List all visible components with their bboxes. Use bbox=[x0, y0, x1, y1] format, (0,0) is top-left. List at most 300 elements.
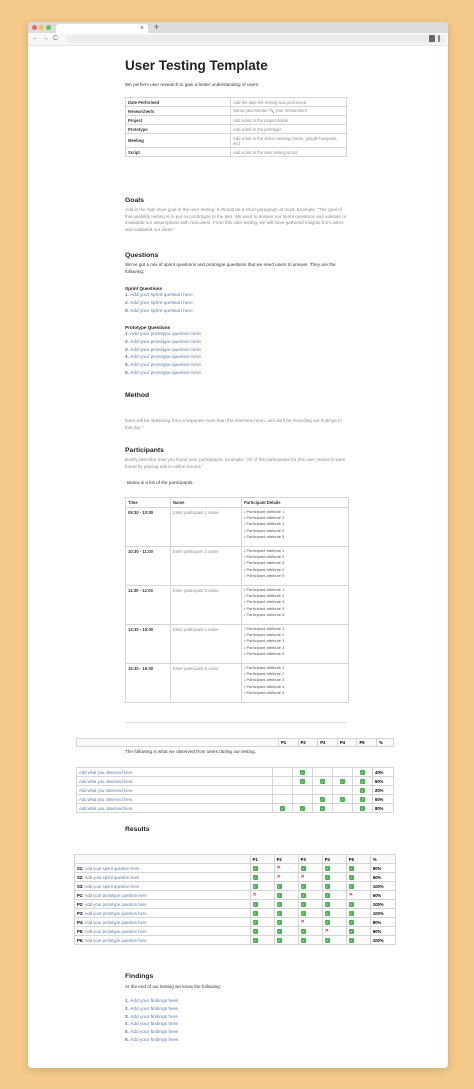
observation-cell[interactable] bbox=[353, 768, 373, 777]
participant-time: 10:30 - 11:00 bbox=[126, 547, 171, 586]
participant-time: 14:30 - 15:00 bbox=[126, 625, 171, 664]
observation-cell[interactable] bbox=[313, 786, 333, 795]
cross-icon: ✕ bbox=[276, 874, 281, 880]
list-text: Add your findings here. bbox=[130, 1037, 180, 1043]
finding-item[interactable] bbox=[125, 998, 179, 1006]
observation-cell[interactable] bbox=[293, 786, 313, 795]
result-cell[interactable] bbox=[274, 936, 298, 945]
meta-value[interactable]: Name (and shorter 🔍 your researchers bbox=[231, 107, 347, 116]
attribute-item: • Participant attribute 3 bbox=[244, 677, 285, 683]
check-icon: ✓ bbox=[301, 928, 305, 934]
observations-header-row bbox=[77, 739, 394, 747]
meta-value[interactable]: Add a link to the prototype bbox=[231, 125, 347, 134]
result-cell[interactable] bbox=[250, 891, 274, 900]
participant-row bbox=[126, 508, 349, 547]
list-text: Add your findings here. bbox=[130, 1030, 180, 1036]
observation-cell[interactable] bbox=[273, 795, 293, 804]
check-icon: ✓ bbox=[277, 901, 281, 907]
attribute-list bbox=[244, 587, 346, 618]
list-number: 4. bbox=[125, 355, 131, 361]
check-icon: ✓ bbox=[300, 778, 305, 784]
observation-row bbox=[77, 804, 394, 813]
result-id: P5: bbox=[77, 928, 85, 934]
attribute-item: • Participant attribute 2 bbox=[244, 632, 285, 638]
result-cell[interactable] bbox=[250, 918, 274, 927]
check-icon: ✓ bbox=[301, 901, 305, 907]
result-cell[interactable] bbox=[346, 900, 370, 909]
check-icon: ✓ bbox=[349, 910, 353, 916]
address-bar bbox=[28, 33, 448, 46]
observation-row bbox=[77, 768, 394, 777]
list-text: Add your prototype question here bbox=[130, 332, 202, 337]
attribute-item: • Participant attribute 3 bbox=[244, 638, 285, 644]
observation-cell[interactable] bbox=[333, 786, 353, 795]
result-percent: 60% bbox=[370, 891, 395, 900]
prototype-question-item[interactable] bbox=[125, 370, 201, 378]
result-cell[interactable] bbox=[322, 882, 346, 891]
participant-details bbox=[242, 586, 349, 625]
finding-item[interactable] bbox=[125, 1021, 179, 1029]
attribute-item: • Participant attribute 5 bbox=[244, 533, 285, 539]
result-percent: 80% bbox=[370, 918, 395, 927]
back-icon[interactable]: ← bbox=[32, 35, 39, 42]
column-header: % bbox=[377, 739, 394, 747]
list-number: 2. bbox=[125, 300, 131, 306]
result-text: Add your prototype question here bbox=[84, 910, 147, 916]
result-row bbox=[75, 864, 396, 873]
check-icon: ✓ bbox=[300, 769, 305, 775]
meta-value[interactable]: Add a link to the project folder bbox=[231, 116, 347, 125]
column-header: P3 bbox=[318, 739, 338, 747]
findings-list bbox=[125, 998, 179, 1045]
result-cell[interactable] bbox=[250, 927, 274, 936]
attribute-item: • Participant attribute 2 bbox=[244, 593, 285, 599]
tab-bar bbox=[28, 22, 448, 33]
prototype-question-item[interactable] bbox=[125, 339, 201, 347]
meta-row bbox=[126, 125, 347, 134]
result-cell[interactable] bbox=[274, 918, 298, 927]
maximize-window-button[interactable] bbox=[46, 25, 51, 30]
meta-value[interactable]: Add a link to the user testing script bbox=[231, 148, 347, 157]
check-icon: ✓ bbox=[325, 919, 329, 925]
prototype-questions-heading: Prototype Questions bbox=[125, 325, 171, 330]
result-label[interactable] bbox=[75, 864, 251, 873]
participant-name[interactable]: Enter participant 4 name bbox=[171, 625, 242, 664]
result-row bbox=[75, 918, 396, 927]
list-text: Add your prototype question here bbox=[130, 355, 202, 361]
result-cell[interactable] bbox=[274, 909, 298, 918]
result-row bbox=[75, 891, 396, 900]
list-number: 1. bbox=[125, 332, 131, 337]
check-icon: ✓ bbox=[253, 937, 257, 943]
check-icon: ✓ bbox=[360, 796, 365, 802]
results-header-row bbox=[75, 855, 396, 864]
questions-text: We've got a mix of sprint questions and prototype questions that we need users to answer. They are the following: bbox=[125, 262, 336, 274]
result-text: Add your prototype question here bbox=[84, 892, 147, 898]
findings-heading: Findings bbox=[125, 973, 154, 980]
column-header: P1 bbox=[250, 855, 274, 864]
observation-cell[interactable] bbox=[313, 795, 333, 804]
meta-key: Researcher/s bbox=[126, 107, 231, 116]
check-icon: ✓ bbox=[325, 883, 329, 889]
participants-header-row bbox=[126, 498, 349, 508]
attribute-list bbox=[244, 548, 346, 579]
attribute-item: • Participant attribute 3 bbox=[244, 599, 285, 605]
list-text: Add your prototype question here bbox=[130, 363, 202, 369]
result-percent: 80% bbox=[370, 864, 395, 873]
result-cell[interactable] bbox=[274, 891, 298, 900]
observation-percent: 80% bbox=[373, 804, 394, 813]
observation-percent: 80% bbox=[373, 777, 394, 786]
result-label[interactable] bbox=[75, 900, 251, 909]
column-header: P2 bbox=[298, 739, 318, 747]
close-tab-icon[interactable]: × bbox=[139, 25, 144, 32]
result-id: P4: bbox=[77, 919, 85, 925]
result-cell[interactable] bbox=[322, 918, 346, 927]
result-label[interactable] bbox=[75, 918, 251, 927]
participant-row bbox=[126, 586, 349, 625]
list-number: 1. bbox=[125, 293, 131, 298]
result-cell[interactable] bbox=[322, 936, 346, 945]
observation-cell[interactable] bbox=[353, 777, 373, 786]
results-heading: Results bbox=[125, 826, 150, 833]
observation-cell[interactable] bbox=[293, 777, 313, 786]
browser-tab[interactable] bbox=[56, 24, 148, 33]
result-id: S1: bbox=[77, 865, 85, 871]
result-id: P1: bbox=[77, 892, 85, 898]
check-icon: ✓ bbox=[253, 910, 257, 916]
result-cell[interactable] bbox=[298, 873, 322, 882]
observation-label[interactable]: Add what you observed here. bbox=[77, 768, 273, 777]
observation-cell[interactable] bbox=[293, 768, 313, 777]
result-label[interactable] bbox=[75, 936, 251, 945]
check-icon: ✓ bbox=[360, 769, 365, 775]
method-heading: Method bbox=[125, 392, 150, 399]
result-cell[interactable] bbox=[274, 900, 298, 909]
column-header: % bbox=[370, 855, 395, 864]
participant-details bbox=[242, 625, 349, 664]
check-icon: ✓ bbox=[325, 874, 329, 880]
list-number: 2. bbox=[125, 1006, 131, 1012]
check-icon: ✓ bbox=[325, 901, 329, 907]
finding-item[interactable] bbox=[125, 1014, 179, 1022]
list-text: Add your sprint question here bbox=[130, 308, 193, 314]
check-icon: ✓ bbox=[320, 805, 325, 811]
column-header: Name bbox=[171, 498, 242, 508]
result-label[interactable] bbox=[75, 927, 251, 936]
result-cell[interactable] bbox=[250, 936, 274, 945]
observation-cell[interactable] bbox=[313, 768, 333, 777]
observation-percent: 20% bbox=[373, 786, 394, 795]
result-cell[interactable] bbox=[346, 864, 370, 873]
attribute-item: • Participant attribute 4 bbox=[244, 644, 285, 650]
result-cell[interactable] bbox=[298, 891, 322, 900]
participant-name[interactable]: Enter participant 5 name bbox=[171, 664, 242, 703]
prototype-question-item[interactable] bbox=[125, 331, 201, 339]
reload-icon[interactable]: C bbox=[53, 35, 59, 42]
check-icon: ✓ bbox=[253, 865, 257, 871]
prototype-question-item[interactable] bbox=[125, 354, 201, 362]
list-text: Add your findings here. bbox=[130, 1022, 180, 1028]
column-header: Time bbox=[126, 498, 171, 508]
list-number: 1. bbox=[125, 999, 131, 1004]
attribute-item: • Participant attribute 2 bbox=[244, 554, 285, 560]
participant-time: 15:30 - 16:00 bbox=[126, 664, 171, 703]
observation-cell[interactable] bbox=[273, 768, 293, 777]
check-icon: ✓ bbox=[349, 874, 353, 880]
findings-text: At the end of our testing we know the following: bbox=[125, 984, 222, 989]
cross-icon: ✕ bbox=[300, 874, 305, 880]
observation-label[interactable]: Add what you observed here. bbox=[77, 804, 273, 813]
list-number: 3. bbox=[125, 347, 131, 353]
column-header: Participant Details bbox=[242, 498, 349, 508]
check-icon: ✓ bbox=[253, 901, 257, 907]
column-header: P3 bbox=[298, 855, 322, 864]
extension-icon[interactable] bbox=[429, 35, 435, 42]
check-icon: ✓ bbox=[277, 937, 281, 943]
result-text: Add your prototype question here bbox=[84, 919, 147, 925]
observation-cell[interactable] bbox=[353, 786, 373, 795]
result-cell[interactable] bbox=[298, 936, 322, 945]
list-number: 3. bbox=[125, 1014, 131, 1020]
result-cell[interactable] bbox=[298, 918, 322, 927]
check-icon: ✓ bbox=[277, 928, 281, 934]
result-cell[interactable] bbox=[346, 873, 370, 882]
participants-heading: Participants bbox=[125, 447, 164, 454]
participant-name[interactable]: Enter participant 3 name bbox=[171, 586, 242, 625]
result-row bbox=[75, 873, 396, 882]
result-cell[interactable] bbox=[322, 909, 346, 918]
list-number: 3. bbox=[125, 308, 131, 314]
method-text: team will be observing from a separate room than the interview room, and we'll be recording our findings in this doc." bbox=[125, 418, 342, 430]
list-text: Add your findings here. bbox=[130, 999, 180, 1004]
check-icon: ✓ bbox=[320, 796, 325, 802]
participant-row bbox=[126, 625, 349, 664]
new-tab-button[interactable]: + bbox=[154, 22, 160, 32]
observation-row bbox=[77, 786, 394, 795]
check-icon: ✓ bbox=[349, 928, 353, 934]
cross-icon: ✕ bbox=[300, 919, 305, 925]
cross-icon: ✕ bbox=[324, 928, 329, 934]
result-cell[interactable] bbox=[298, 882, 322, 891]
attribute-item: • Participant attribute 2 bbox=[244, 671, 285, 677]
attribute-item: • Participant attribute 1 bbox=[244, 548, 285, 553]
result-cell[interactable] bbox=[322, 873, 346, 882]
result-cell[interactable] bbox=[322, 900, 346, 909]
participant-row bbox=[126, 547, 349, 586]
check-icon: ✓ bbox=[325, 937, 329, 943]
column-header: P5 bbox=[357, 739, 377, 747]
result-cell[interactable] bbox=[346, 909, 370, 918]
attribute-item: • Participant attribute 1 bbox=[244, 626, 285, 631]
result-cell[interactable] bbox=[298, 927, 322, 936]
participant-details bbox=[242, 508, 349, 547]
check-icon: ✓ bbox=[325, 865, 329, 871]
attribute-list bbox=[244, 665, 346, 696]
observation-cell[interactable] bbox=[333, 768, 353, 777]
close-window-button[interactable] bbox=[32, 25, 37, 30]
prototype-questions-list bbox=[125, 331, 201, 378]
result-cell[interactable] bbox=[274, 882, 298, 891]
result-percent: 80% bbox=[370, 927, 395, 936]
check-icon: ✓ bbox=[320, 778, 325, 784]
divider bbox=[125, 722, 347, 723]
observation-cell[interactable] bbox=[353, 804, 373, 813]
check-icon: ✓ bbox=[300, 805, 305, 811]
attribute-item: • Participant attribute 1 bbox=[244, 665, 285, 670]
check-icon: ✓ bbox=[349, 865, 353, 871]
result-cell[interactable] bbox=[346, 927, 370, 936]
list-text: Add your prototype question here bbox=[130, 339, 202, 345]
observation-cell[interactable] bbox=[313, 777, 333, 786]
participant-row bbox=[126, 664, 349, 703]
participant-name[interactable]: Enter participant 1 name bbox=[171, 508, 242, 547]
meta-value[interactable]: Add the date the testing was performed bbox=[231, 98, 347, 107]
result-label[interactable] bbox=[75, 873, 251, 882]
prototype-question-item[interactable] bbox=[125, 347, 201, 355]
result-text: Add your sprint question here bbox=[84, 865, 140, 871]
sprint-question-item[interactable] bbox=[125, 300, 193, 308]
goals-text: Add in the high level goal of the user testing. It should be a short paragraph at most. Example: "The goal of this usability testing is to put our prototype to the test. We want to answer our sprint questions and validate or invalidate our assumptions with real users. From this user testing, we will have gathered insights from users and validated our ideas." bbox=[125, 207, 347, 232]
observation-cell[interactable] bbox=[293, 804, 313, 813]
check-icon: ✓ bbox=[340, 778, 345, 784]
sprint-questions-heading: Sprint Questions bbox=[125, 286, 163, 291]
observation-cell[interactable] bbox=[333, 777, 353, 786]
attribute-item: • Participant attribute 3 bbox=[244, 560, 285, 566]
meta-row bbox=[126, 107, 347, 116]
attribute-item: • Participant attribute 1 bbox=[244, 509, 285, 514]
blank-header bbox=[75, 855, 251, 864]
attribute-item: • Participant attribute 4 bbox=[244, 683, 285, 689]
result-cell[interactable] bbox=[250, 882, 274, 891]
participant-time: 11:30 - 12:00 bbox=[126, 586, 171, 625]
column-header: P2 bbox=[274, 855, 298, 864]
result-text: Add your prototype question here bbox=[84, 928, 147, 934]
check-icon: ✓ bbox=[280, 805, 285, 811]
meta-value[interactable]: Add a link to the video meeting (zoom, google hangouts, etc) bbox=[231, 134, 347, 148]
finding-item[interactable] bbox=[125, 1037, 179, 1045]
minimize-window-button[interactable] bbox=[39, 25, 44, 30]
check-icon: ✓ bbox=[340, 796, 345, 802]
check-icon: ✓ bbox=[277, 910, 281, 916]
observation-percent: 40% bbox=[373, 768, 394, 777]
forward-icon[interactable]: → bbox=[42, 35, 49, 42]
attribute-item: • Participant attribute 5 bbox=[244, 650, 285, 656]
result-cell[interactable] bbox=[298, 909, 322, 918]
prototype-question-item[interactable] bbox=[125, 362, 201, 370]
observation-label[interactable]: Add what you observed here. bbox=[77, 786, 273, 795]
meta-row bbox=[126, 98, 347, 107]
menu-icon[interactable] bbox=[438, 35, 440, 42]
finding-item[interactable] bbox=[125, 1029, 179, 1037]
result-cell[interactable] bbox=[274, 927, 298, 936]
result-label[interactable] bbox=[75, 882, 251, 891]
check-icon: ✓ bbox=[253, 883, 257, 889]
meta-key: Project bbox=[126, 116, 231, 125]
result-percent: 60% bbox=[370, 873, 395, 882]
list-text: Add your prototype question here bbox=[130, 370, 202, 376]
result-cell[interactable] bbox=[250, 873, 274, 882]
result-cell[interactable] bbox=[274, 864, 298, 873]
observation-cell[interactable] bbox=[313, 804, 333, 813]
check-icon: ✓ bbox=[301, 937, 305, 943]
observation-percent: 60% bbox=[373, 795, 394, 804]
result-id: P2: bbox=[77, 901, 85, 907]
observation-cell[interactable] bbox=[273, 786, 293, 795]
observation-label[interactable]: Add what you observed here. bbox=[77, 777, 273, 786]
result-cell[interactable] bbox=[322, 891, 346, 900]
result-cell[interactable] bbox=[346, 882, 370, 891]
result-cell[interactable] bbox=[298, 864, 322, 873]
browser-window bbox=[28, 22, 448, 1068]
sprint-questions-list bbox=[125, 292, 193, 315]
observation-cell[interactable] bbox=[353, 795, 373, 804]
meta-key: Prototype bbox=[126, 125, 231, 134]
result-cell[interactable] bbox=[298, 900, 322, 909]
check-icon: ✓ bbox=[277, 883, 281, 889]
result-text: Add your sprint question here bbox=[84, 874, 140, 880]
result-cell[interactable] bbox=[250, 864, 274, 873]
observation-cell[interactable] bbox=[333, 804, 353, 813]
observation-label[interactable]: Add what you observed here. bbox=[77, 795, 273, 804]
check-icon: ✓ bbox=[301, 865, 305, 871]
participant-time: 09:30 - 10:00 bbox=[126, 508, 171, 547]
attribute-item: • Participant attribute 3 bbox=[244, 521, 285, 527]
result-label[interactable] bbox=[75, 891, 251, 900]
url-field[interactable] bbox=[66, 35, 446, 43]
finding-item[interactable] bbox=[125, 1006, 179, 1014]
check-icon: ✓ bbox=[325, 910, 329, 916]
attribute-item: • Participant attribute 5 bbox=[244, 611, 285, 617]
attribute-item: • Participant attribute 1 bbox=[244, 587, 285, 592]
result-cell[interactable] bbox=[346, 918, 370, 927]
observation-cell[interactable] bbox=[293, 795, 313, 804]
result-percent: 100% bbox=[370, 936, 395, 945]
sprint-question-item[interactable] bbox=[125, 308, 193, 316]
attribute-item: • Participant attribute 4 bbox=[244, 605, 285, 611]
result-cell[interactable] bbox=[274, 873, 298, 882]
list-number: 5. bbox=[125, 363, 131, 369]
participant-name[interactable]: Enter participant 2 name bbox=[171, 547, 242, 586]
result-cell[interactable] bbox=[346, 891, 370, 900]
result-label[interactable] bbox=[75, 909, 251, 918]
goals-heading: Goals bbox=[125, 197, 144, 204]
result-cell[interactable] bbox=[250, 909, 274, 918]
list-text: Add your findings here. bbox=[130, 1014, 180, 1020]
result-id: S2: bbox=[77, 874, 85, 880]
result-row bbox=[75, 900, 396, 909]
result-cell[interactable] bbox=[250, 900, 274, 909]
result-percent: 100% bbox=[370, 882, 395, 891]
observation-row bbox=[77, 777, 394, 786]
observation-cell[interactable] bbox=[333, 795, 353, 804]
meta-key: Date Performed bbox=[126, 98, 231, 107]
check-icon: ✓ bbox=[253, 874, 257, 880]
check-icon: ✓ bbox=[360, 805, 365, 811]
intro-text: We perform user research to gain a better understanding of users. bbox=[125, 82, 260, 87]
result-cell[interactable] bbox=[322, 864, 346, 873]
sprint-question-item[interactable] bbox=[125, 292, 193, 300]
result-cell[interactable] bbox=[346, 936, 370, 945]
observation-cell[interactable] bbox=[273, 804, 293, 813]
result-cell[interactable] bbox=[322, 927, 346, 936]
check-icon: ✓ bbox=[349, 901, 353, 907]
results-table bbox=[74, 854, 396, 945]
cross-icon: ✕ bbox=[348, 892, 353, 898]
observation-cell[interactable] bbox=[273, 777, 293, 786]
column-header: P4 bbox=[337, 739, 357, 747]
check-icon: ✓ bbox=[360, 778, 365, 784]
